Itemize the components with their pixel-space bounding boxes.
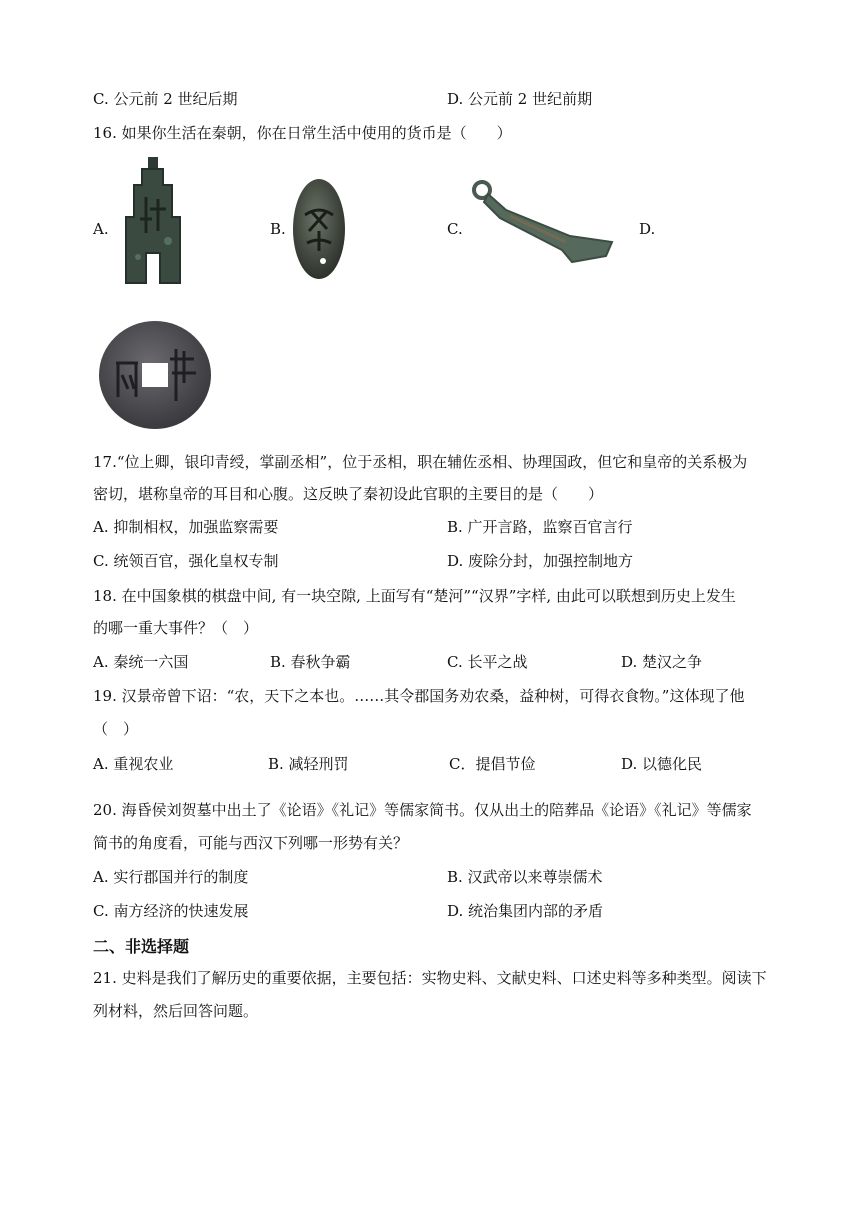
knife-coin-icon <box>466 180 616 268</box>
q16-stem: 16. 如果你生活在秦朝，你在日常生活中使用的货币是（ ） <box>93 124 512 142</box>
q17-option-c: C. 统领百官，强化皇权专制 <box>93 552 279 570</box>
q18-option-d: D. 楚汉之争 <box>621 653 703 671</box>
q15-option-c: C. 公元前 2 世纪后期 <box>93 90 238 108</box>
ant-nose-coin-icon <box>291 177 347 281</box>
q19-stem-line2: （ ） <box>93 720 139 738</box>
q17-option-d: D. 废除分封，加强控制地方 <box>447 552 634 570</box>
q17-option-b: B. 广开言路，监察百官言行 <box>447 518 633 536</box>
q17-stem-line1: 17.“位上卿，银印青绶，掌副丞相”，位于丞相，职在辅佐丞相、协理国政，但它和皇帝的关系极为 <box>93 453 748 471</box>
q18-option-c: C. 长平之战 <box>447 653 528 671</box>
q18-option-a: A. 秦统一六国 <box>93 653 189 671</box>
q19-option-d: D. 以德化民 <box>621 755 703 773</box>
q20-option-a: A. 实行郡国并行的制度 <box>93 868 249 886</box>
q21-stem-line2: 列材料，然后回答问题。 <box>93 1002 259 1020</box>
banliang-coin-icon <box>98 319 213 431</box>
q18-stem-line2: 的哪一重大事件？（ ） <box>93 619 259 637</box>
q15-option-d: D. 公元前 2 世纪前期 <box>447 90 593 108</box>
q21-stem-line1: 21. 史料是我们了解历史的重要依据，主要包括：实物史料、文献史料、口述史料等多种类型。阅读下 <box>93 969 767 987</box>
q17-stem-line2: 密切，堪称皇帝的耳目和心腹。这反映了秦初设此官职的主要目的是（ ） <box>93 485 604 503</box>
q18-option-b: B. 春秋争霸 <box>270 653 351 671</box>
q20-stem-line2: 简书的角度看，可能与西汉下列哪一形势有关？ <box>93 834 409 852</box>
q20-option-d: D. 统治集团内部的矛盾 <box>447 902 604 920</box>
q20-option-c: C. 南方经济的快速发展 <box>93 902 249 920</box>
section-title: 二、非选择题 <box>93 937 190 956</box>
q16-label-c: C. <box>447 220 463 238</box>
q20-option-b: B. 汉武帝以来尊崇儒术 <box>447 868 603 886</box>
q19-stem-line1: 19. 汉景帝曾下诏：“农，天下之本也。……其令郡国务劝农桑，益种树，可得衣食物。”这体现了他 <box>93 687 745 705</box>
q16-label-b: B. <box>270 220 286 238</box>
q20-stem-line1: 20. 海昏侯刘贺墓中出土了《论语》《礼记》等儒家简书。仅从出土的陪葬品《论语》《礼记》等儒家 <box>93 801 752 819</box>
q17-option-a: A. 抑制相权，加强监察需要 <box>93 518 279 536</box>
spade-coin-icon <box>120 157 185 289</box>
q16-label-d: D. <box>639 220 656 238</box>
q19-option-b: B. 减轻刑罚 <box>268 755 349 773</box>
q19-option-a: A. 重视农业 <box>93 755 174 773</box>
q16-label-a: A. <box>93 220 109 238</box>
q19-option-c: C．提倡节俭 <box>449 755 536 773</box>
q18-stem-line1: 18. 在中国象棋的棋盘中间, 有一块空隙, 上面写有“楚河”“汉界”字样, 由此可以联想到历史上发生 <box>93 587 736 605</box>
